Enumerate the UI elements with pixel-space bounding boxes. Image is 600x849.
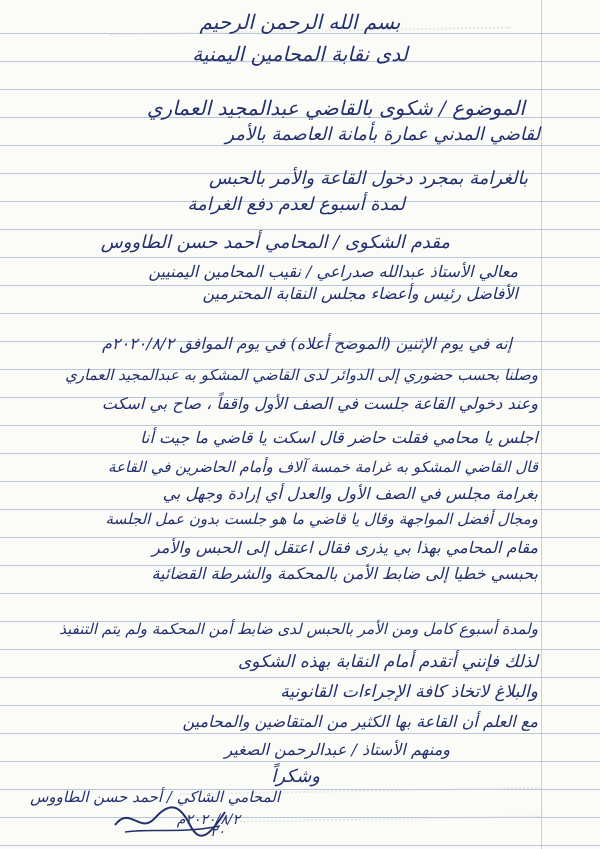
body-line-3: لمدة أسبوع لعدم دفع الغرامة [187,194,405,215]
margin-rule [541,0,542,849]
body-line-17: لذلك فإنني أتقدم أمام النقابة بهذه الشكوى [237,652,538,672]
subject-line: الموضوع / شكوى بالقاضي عبدالمجيد العماري [146,96,525,120]
basmala: بسم الله الرحمن الرحيم [199,10,401,34]
body-line-10: اجلس يا محامي فقلت حاضر قال اسكت يا قاضي ما جيت أنا [140,428,538,447]
body-line-2: بالغرامة بمجرد دخول القاعة والأمر بالحبس [209,168,528,189]
signature-date: ٢٠٢٠/٨/٢م [176,812,240,828]
body-line-13: ومجال أفضل المواجهة وقال يا قاضي ما هو جلست بدون عمل الجلسة [105,510,538,528]
body-line-16: ولمدة أسبوع كامل ومن الأمر بالحبس لدى ضابط أمن المحكمة ولم يتم التنفيذ [59,620,538,638]
signature-label: المحامي الشاكي / أحمد حسن الطاووس [30,788,280,806]
complainant-line: مقدم الشكوى / المحامي أحمد حسن الطاووس [100,232,450,253]
body-line-6: الأفاضل رئيس وأعضاء مجلس النقابة المحترمين [202,284,518,303]
bleed-through-bottom-2 [240,797,540,822]
body-line-1: لقاضي المدني عمارة بأمانة العاصمة بالأمر [225,124,540,145]
body-line-9: وعند دخولي القاعة جلست في الصف الأول واقفاً ، صاح بي اسكت [101,394,538,413]
body-line-14: مقام المحامي بهذا بي يذرى فقال اعتقل إلى الحبس والأمر [152,538,538,557]
body-line-19: مع العلم أن القاعة بها الكثير من المتقاضين والمحامين [182,712,538,731]
body-line-5: معالي الأستاذ عبدالله صدراعي / نقيب المحامين اليمنيين [148,262,518,281]
body-line-11: قال القاضي المشكو به غرامة خمسة آلاف وأمام الحاضرين في القاعة [108,458,538,476]
body-line-20: ومنهم الأستاذ / عبدالرحمن الصغير [224,740,450,759]
addressee: لدى نقابة المحامين اليمنية [192,42,408,66]
body-line-8: وصلنا بحسب حضوري إلى الدوائر لدى القاضي المشكو به عبدالمجيد العماري [65,366,538,384]
body-line-18: والبلاغ لاتخاذ كافة الإجراءات القانونية [280,682,538,702]
page-number: ٢٠ [210,824,226,840]
body-line-7: إنه في يوم الإثنين (الموضح أعلاه) في يوم الموافق ٢٠٢٠/٨/٢م [101,334,512,353]
body-line-12: بغرامة مجلس في الصف الأول والعدل أي إرادة وجهل بي [162,484,538,503]
body-line-15: بحبسي خطيا إلى ضابط الأمن بالمحكمة والشرطة القضائية [151,564,538,583]
closing-thanks: وشكراً [271,766,320,787]
